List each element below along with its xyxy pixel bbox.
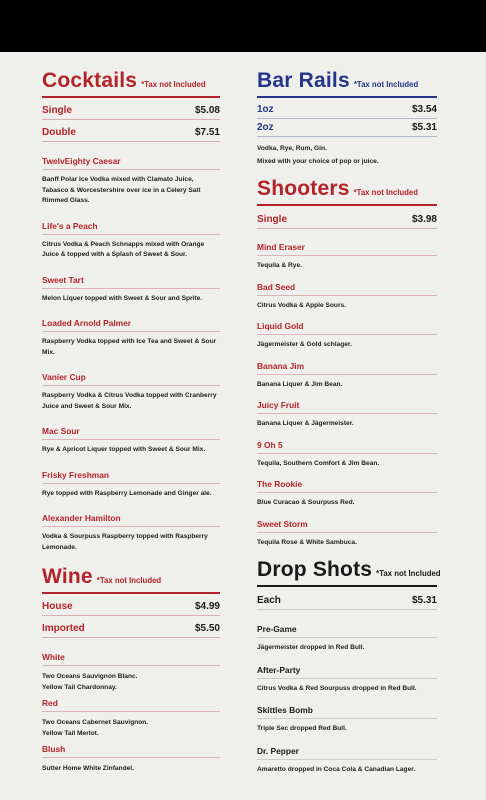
item-name: Sweet Tart xyxy=(42,275,220,289)
item-description: Citrus Vodka & Peach Schnapps mixed with Orange Juice & topped with a Splash of Sweet & Sour. xyxy=(42,240,205,258)
item-description: Triple Sec dropped Red Bull. xyxy=(257,725,347,732)
wine-group xyxy=(42,744,220,774)
drop-shots-section xyxy=(257,558,441,775)
item-name: White xyxy=(42,652,220,666)
price-row xyxy=(257,98,437,119)
price-row xyxy=(42,594,220,616)
item-name: Pre-Game xyxy=(257,624,437,638)
item-name: After-Party xyxy=(257,665,437,679)
item-name: Alexander Hamilton xyxy=(42,513,220,527)
tax-note: *Tax not Included xyxy=(141,80,206,89)
left-column xyxy=(42,70,220,774)
item-description: Banana Liquer & Jägermeister. xyxy=(257,420,354,427)
price-label: 1oz xyxy=(257,104,274,115)
item-description: Citrus Vodka & Red Sourpuss dropped in Red Bull. xyxy=(257,684,417,692)
item-name: Vanier Cup xyxy=(42,372,220,386)
item-name: Skittles Bomb xyxy=(257,705,437,719)
item-description: Vodka & Sourpuss Raspberry topped with Raspberry Lemonade. xyxy=(42,533,208,551)
item-name: Red xyxy=(42,698,220,712)
price-value: $3.54 xyxy=(411,104,437,115)
price-label: Imported xyxy=(42,623,85,634)
menu-item xyxy=(257,321,437,351)
price-row xyxy=(42,120,220,142)
menu-item xyxy=(257,519,437,549)
section-title: Drop Shots xyxy=(257,558,373,581)
cocktails-header xyxy=(42,70,220,91)
menu-item xyxy=(42,470,220,500)
cocktails-section xyxy=(42,70,220,553)
bar-rails-header xyxy=(257,70,437,91)
menu-item xyxy=(42,275,220,305)
menu-item xyxy=(257,705,437,735)
price-value: $4.99 xyxy=(194,601,220,612)
wine-header xyxy=(42,566,220,587)
wine-group xyxy=(42,652,220,693)
price-value: $3.98 xyxy=(411,214,437,225)
menu-item xyxy=(257,242,437,272)
item-description: Jägermeister & Gold schlager. xyxy=(257,341,352,348)
price-value: $5.31 xyxy=(411,122,437,133)
menu-item xyxy=(42,513,220,553)
menu-page xyxy=(0,52,486,800)
item-name: Dr. Pepper xyxy=(257,746,437,760)
item-description: Jägermeister dropped in Red Bull. xyxy=(257,644,365,651)
tax-note: *Tax not Included xyxy=(353,188,419,197)
item-name: The Rookie xyxy=(257,479,437,493)
item-name: Juicy Fruit xyxy=(257,400,437,414)
drop-shots-header xyxy=(257,558,441,581)
item-name: Bad Seed xyxy=(257,282,437,296)
menu-item xyxy=(257,361,437,391)
item-description: Citrus Vodka & Apple Sours. xyxy=(257,301,347,309)
price-row xyxy=(257,206,437,229)
item-description: Amaretto dropped in Coca Cola & Canadian Lager. xyxy=(257,765,416,773)
tax-note: *Tax not Included xyxy=(376,569,441,578)
menu-item xyxy=(42,156,220,207)
price-label: Single xyxy=(42,105,73,116)
price-value: $7.51 xyxy=(194,127,220,138)
item-description: Rye & Apricot Liquer topped with Sweet & Sour Mix. xyxy=(42,446,206,453)
menu-item xyxy=(42,221,220,261)
tax-note: *Tax not Included xyxy=(353,80,419,89)
item-description: Raspberry Vodka topped with Ice Tea and Sweet & Sour Mix. xyxy=(42,338,217,356)
right-column xyxy=(257,69,441,775)
bar-rails-section xyxy=(257,70,437,167)
item-description: Tequila & Rye. xyxy=(257,262,302,269)
price-value: $5.50 xyxy=(194,623,220,634)
price-label: House xyxy=(42,601,73,612)
bar-rails-line: Mixed with your choice of pop or juice. xyxy=(257,158,379,165)
wine-section xyxy=(42,566,220,774)
menu-item xyxy=(257,400,437,430)
item-name: Mac Sour xyxy=(42,426,220,440)
wine-line: Yellow Tail Merlot. xyxy=(42,730,99,737)
wine-line: Yellow Tail Chardonnay. xyxy=(42,684,117,691)
section-title: Bar Rails xyxy=(257,69,350,92)
wine-line: Two Oceans Sauvignon Blanc. xyxy=(42,673,138,680)
item-name: Liquid Gold xyxy=(257,321,437,335)
price-row xyxy=(257,587,437,610)
tax-note: *Tax not Included xyxy=(96,576,162,585)
shooters-header xyxy=(257,178,437,199)
section-title: Cocktails xyxy=(42,69,138,92)
menu-item xyxy=(257,440,437,470)
bar-rails-line: Vodka, Rye, Rum, Gin. xyxy=(257,145,327,152)
menu-item xyxy=(42,426,220,456)
item-name: Frisky Freshman xyxy=(42,470,220,484)
price-row xyxy=(42,98,220,120)
price-row xyxy=(257,119,437,137)
item-description: Rye topped with Raspberry Lemonade and Ginger ale. xyxy=(42,489,212,497)
price-label: 2oz xyxy=(257,122,274,133)
price-label: Single xyxy=(257,214,288,225)
item-name: Mind Eraser xyxy=(257,242,437,256)
item-name: Loaded Arnold Palmer xyxy=(42,318,220,332)
item-name: Blush xyxy=(42,744,220,758)
item-description: Melon Liquer topped with Sweet & Sour and Sprite. xyxy=(42,294,203,302)
menu-item xyxy=(42,318,220,358)
price-row xyxy=(42,616,220,638)
menu-item xyxy=(42,372,220,412)
price-label: Double xyxy=(42,127,76,138)
item-description: Banff Polar Ice Vodka mixed with Clamato Juice, Tabasco & Worcestershire over ice in a Celery Salt Rimmed Glass. xyxy=(42,176,201,204)
item-description: Tequila Rose & White Sambuca. xyxy=(257,538,357,546)
wine-group xyxy=(42,698,220,739)
menu-item xyxy=(257,624,437,654)
section-title: Wine xyxy=(42,565,93,588)
item-description: Banana Liquer & Jim Bean. xyxy=(257,380,343,388)
menu-item xyxy=(257,665,437,695)
item-name: Sweet Storm xyxy=(257,519,437,533)
item-name: TwelvEighty Caesar xyxy=(42,156,220,170)
item-name: Life's a Peach xyxy=(42,221,220,235)
price-value: $5.08 xyxy=(194,105,220,116)
menu-item xyxy=(257,479,437,509)
item-description: Tequila, Southern Comfort & Jim Bean. xyxy=(257,459,380,467)
wine-line: Sutter Home White Zinfandel. xyxy=(42,765,134,772)
wine-line: Two Oceans Cabernet Sauvignon. xyxy=(42,719,149,726)
price-value: $5.31 xyxy=(411,595,437,606)
menu-item xyxy=(257,746,437,776)
menu-item xyxy=(257,282,437,312)
item-name: Banana Jim xyxy=(257,361,437,375)
shooters-section xyxy=(257,178,437,548)
section-title: Shooters xyxy=(257,177,350,200)
price-label: Each xyxy=(257,595,281,606)
item-name: 9 Oh 5 xyxy=(257,440,437,454)
item-description: Raspberry Vodka & Citrus Vodka topped with Cranberry Juice and Sweet & Sour Mix. xyxy=(42,392,217,410)
item-description: Blue Curacao & Sourpuss Red. xyxy=(257,499,355,506)
